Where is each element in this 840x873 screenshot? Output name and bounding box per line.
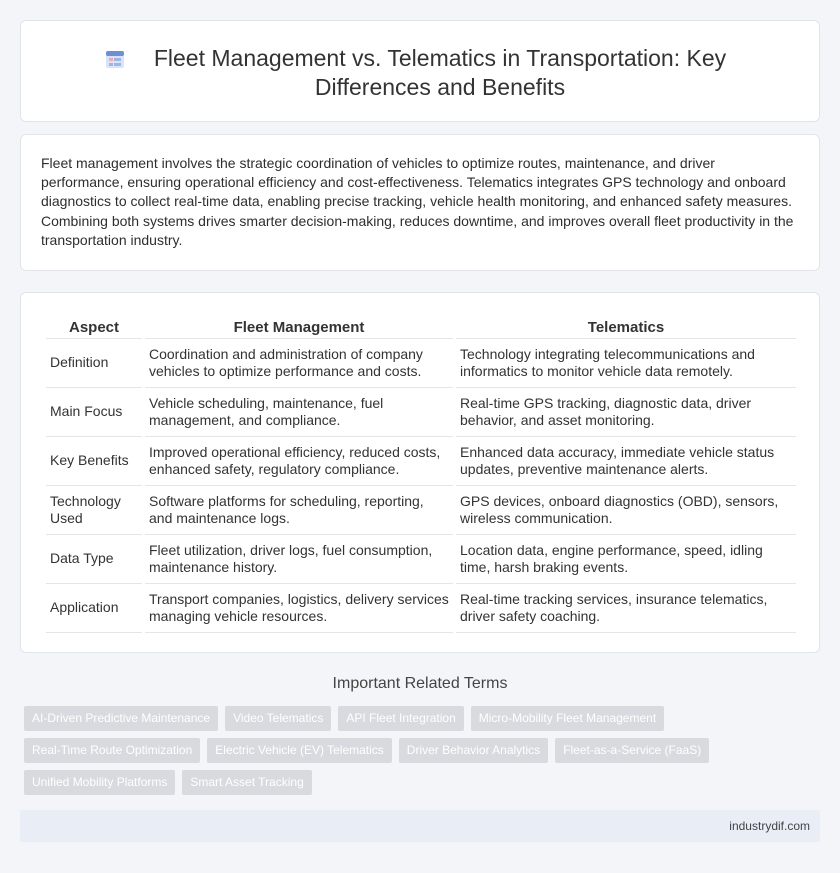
- related-terms-list: [24, 706, 804, 802]
- fleet-management-cell: Fleet utilization, driver logs, fuel consumption, maintenance history.: [145, 535, 453, 584]
- aspect-cell: Key Benefits: [46, 437, 142, 486]
- related-term-tag[interactable]: Video Telematics: [225, 706, 331, 731]
- fleet-management-cell: Software platforms for scheduling, reporting, and maintenance logs.: [145, 486, 453, 535]
- aspect-cell: Data Type: [46, 535, 142, 584]
- footer: [20, 810, 820, 842]
- telematics-cell: GPS devices, onboard diagnostics (OBD), sensors, wireless communication.: [456, 486, 796, 535]
- telematics-cell: Technology integrating telecommunications and informatics to monitor vehicle data remotely.: [456, 339, 796, 388]
- related-term-tag[interactable]: API Fleet Integration: [338, 706, 463, 731]
- related-term-tag[interactable]: Smart Asset Tracking: [182, 770, 311, 795]
- table-row: [46, 388, 796, 437]
- fleet-management-cell: Coordination and administration of company vehicles to optimize performance and costs.: [145, 339, 453, 388]
- telematics-cell: Enhanced data accuracy, immediate vehicle status updates, preventive maintenance alerts.: [456, 437, 796, 486]
- intro-card: [20, 134, 820, 271]
- telematics-cell: Real-time GPS tracking, diagnostic data, driver behavior, and asset monitoring.: [456, 388, 796, 437]
- related-term-tag[interactable]: Real-Time Route Optimization: [24, 738, 200, 763]
- comparison-table: [43, 317, 799, 633]
- table-row: [46, 339, 796, 388]
- related-term-tag[interactable]: Micro-Mobility Fleet Management: [471, 706, 664, 731]
- intro-paragraph: Fleet management involves the strategic coordination of vehicles to optimize routes, maintenance, and driver performance, ensuring operational efficiency and cost-effectiveness. Telematics integrates GPS technology and onboard diagnostics to collect real-time data, enabling precise tracking, vehicle health monitoring, and enhanced safety measures. Combining both systems drives smarter decision-making, reduces downtime, and improves overall fleet productivity in the transportation industry.: [41, 155, 794, 248]
- related-term-tag[interactable]: Electric Vehicle (EV) Telematics: [207, 738, 392, 763]
- related-term-tag[interactable]: Fleet-as-a-Service (FaaS): [555, 738, 709, 763]
- telematics-cell: Location data, engine performance, speed, idling time, harsh braking events.: [456, 535, 796, 584]
- comparison-card: [20, 292, 820, 653]
- table-row: [46, 486, 796, 535]
- fleet-management-cell: Vehicle scheduling, maintenance, fuel management, and compliance.: [145, 388, 453, 437]
- table-row: [46, 535, 796, 584]
- footer-site-link[interactable]: industrydif.com: [729, 819, 810, 833]
- table-row: [46, 584, 796, 633]
- table-row: [46, 437, 796, 486]
- fleet-management-cell: Improved operational efficiency, reduced costs, enhanced safety, regulatory compliance.: [145, 437, 453, 486]
- table-header-row: [46, 317, 796, 339]
- title-card: [20, 20, 820, 122]
- page-title: Fleet Management vs. Telematics in Transportation: Key Differences and Benefits: [153, 45, 727, 100]
- header-telematics: Telematics: [456, 317, 796, 339]
- header-fleet-management: Fleet Management: [145, 317, 453, 339]
- aspect-cell: Technology Used: [46, 486, 142, 535]
- telematics-cell: Real-time tracking services, insurance telematics, driver safety coaching.: [456, 584, 796, 633]
- fleet-management-cell: Transport companies, logistics, delivery services managing vehicle resources.: [145, 584, 453, 633]
- header-aspect: Aspect: [46, 317, 142, 339]
- related-term-tag[interactable]: Driver Behavior Analytics: [399, 738, 548, 763]
- related-terms-title: Important Related Terms: [332, 675, 508, 692]
- aspect-cell: Main Focus: [46, 388, 142, 437]
- related-term-tag[interactable]: AI-Driven Predictive Maintenance: [24, 706, 218, 731]
- related-term-tag[interactable]: Unified Mobility Platforms: [24, 770, 175, 795]
- aspect-cell: Definition: [46, 339, 142, 388]
- aspect-cell: Application: [46, 584, 142, 633]
